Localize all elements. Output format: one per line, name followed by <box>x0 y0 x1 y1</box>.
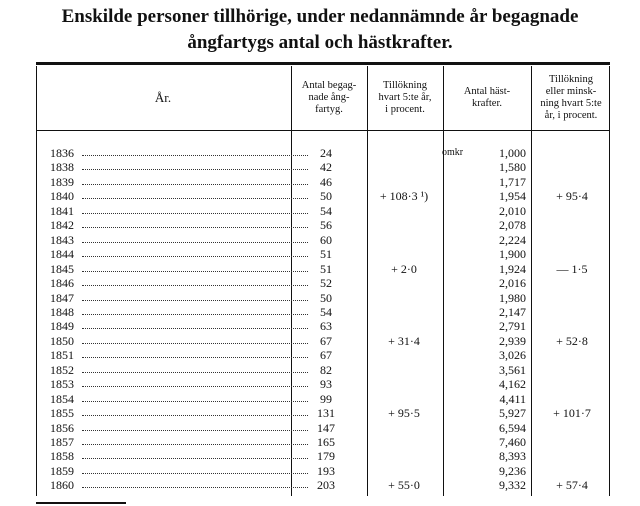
ships-cell: 42 <box>320 160 332 175</box>
header-hp-line: krafter. <box>471 98 503 109</box>
title-line-2: ångfartygs antal och hästkrafter. <box>187 32 453 53</box>
year-cell: 1839 <box>50 174 74 189</box>
table-row <box>36 348 610 362</box>
horsepower-cell: 2,078 <box>499 218 526 233</box>
leader-dots <box>82 458 308 459</box>
horsepower-cell: 2,010 <box>499 203 526 218</box>
year-cell: 1860 <box>50 478 74 493</box>
header-ships-line: fartyg. <box>315 104 343 115</box>
ships-cell: 93 <box>320 377 332 392</box>
horsepower-cell: 9,332 <box>499 478 526 493</box>
table-row <box>36 478 610 492</box>
year-cell: 1842 <box>50 218 74 233</box>
header-inc-hp-line: Tillökning <box>549 74 593 85</box>
horsepower-cell: 2,939 <box>499 333 526 348</box>
leader-dots <box>82 227 308 228</box>
header-inc-hp-line: år, i procent. <box>544 110 598 121</box>
ships-cell: 63 <box>320 319 332 334</box>
ships-cell: 54 <box>320 203 332 218</box>
header-horsepower <box>444 66 530 130</box>
table-row <box>36 291 610 305</box>
ships-cell: 50 <box>320 290 332 305</box>
ships-cell: 82 <box>320 362 332 377</box>
year-cell: 1838 <box>50 160 74 175</box>
table-title <box>0 4 640 56</box>
leader-dots <box>82 487 308 488</box>
leader-dots <box>82 198 308 199</box>
footnote-rule <box>36 502 126 504</box>
year-cell: 1840 <box>50 189 74 204</box>
table-row <box>36 175 610 189</box>
year-cell: 1852 <box>50 362 74 377</box>
leader-dots <box>82 271 308 272</box>
increase-hp-cell: + 57·4 <box>556 478 588 493</box>
horsepower-cell: 3,561 <box>499 362 526 377</box>
ships-cell: 99 <box>320 391 332 406</box>
ships-cell: 51 <box>320 247 332 262</box>
leader-dots <box>82 184 308 185</box>
increase-hp-cell: + 52·8 <box>556 333 588 348</box>
ships-cell: 52 <box>320 276 332 291</box>
table-row <box>36 262 610 276</box>
horsepower-cell: 1,924 <box>499 261 526 276</box>
horsepower-cell: 1,717 <box>499 174 526 189</box>
table-row <box>36 319 610 333</box>
leader-dots <box>82 357 308 358</box>
ships-cell: 67 <box>320 333 332 348</box>
horsepower-cell: 2,224 <box>499 232 526 247</box>
increase-ships-cell: + 108·3 ¹) <box>379 189 429 204</box>
table-row <box>36 334 610 348</box>
ships-cell: 56 <box>320 218 332 233</box>
horsepower-cell: 9,236 <box>499 463 526 478</box>
header-inc-ships-line: Tillökning <box>383 80 427 91</box>
leader-dots <box>82 169 308 170</box>
header-year-label: År. <box>154 90 172 105</box>
header-hp-line: Antal häst- <box>463 86 511 97</box>
year-cell: 1857 <box>50 435 74 449</box>
table-row <box>36 247 610 261</box>
leader-dots <box>82 444 308 445</box>
header-ships-line: nade ång- <box>308 92 350 103</box>
header-increase-hp <box>532 66 610 130</box>
table-row <box>36 406 610 420</box>
horsepower-cell: 7,460 <box>499 435 526 449</box>
leader-dots <box>82 328 308 329</box>
year-cell: 1843 <box>50 232 74 247</box>
table-row <box>36 189 610 203</box>
leader-dots <box>82 415 308 416</box>
horsepower-cell: 1,900 <box>499 247 526 262</box>
leader-dots <box>82 314 308 315</box>
table-row <box>36 146 610 160</box>
horsepower-cell: 1,000 <box>499 146 526 160</box>
leader-dots <box>82 343 308 344</box>
leader-dots <box>82 473 308 474</box>
year-cell: 1853 <box>50 377 74 392</box>
header-inc-hp-line: eller minsk- <box>545 86 597 97</box>
table-row <box>36 392 610 406</box>
horsepower-cell: 8,393 <box>499 449 526 464</box>
table-row <box>36 218 610 232</box>
header-rule <box>36 130 610 131</box>
year-cell: 1847 <box>50 290 74 305</box>
top-rule <box>36 62 610 65</box>
leader-dots <box>82 256 308 257</box>
ships-cell: 193 <box>317 463 335 478</box>
increase-ships-cell: + 55·0 <box>388 478 420 493</box>
table-row <box>36 233 610 247</box>
approx-note-cell: omkr <box>442 147 464 158</box>
leader-dots <box>82 155 308 156</box>
ships-cell: 51 <box>320 261 332 276</box>
year-cell: 1836 <box>50 146 74 160</box>
horsepower-cell: 4,162 <box>499 377 526 392</box>
horsepower-cell: 1,954 <box>499 189 526 204</box>
horsepower-cell: 1,980 <box>499 290 526 305</box>
ships-cell: 67 <box>320 348 332 363</box>
year-cell: 1859 <box>50 463 74 478</box>
leader-dots <box>82 401 308 402</box>
horsepower-cell: 5,927 <box>499 406 526 421</box>
increase-ships-cell: + 95·5 <box>388 406 420 421</box>
year-cell: 1855 <box>50 406 74 421</box>
year-cell: 1848 <box>50 304 74 319</box>
table-row <box>36 449 610 463</box>
ships-cell: 50 <box>320 189 332 204</box>
leader-dots <box>82 285 308 286</box>
year-cell: 1844 <box>50 247 74 262</box>
ships-cell: 147 <box>317 420 335 435</box>
header-increase-ships <box>368 66 442 130</box>
ships-cell: 24 <box>320 146 332 160</box>
header-year <box>36 66 290 130</box>
leader-dots <box>82 213 308 214</box>
increase-hp-cell: — 1·5 <box>556 261 588 276</box>
ships-cell: 60 <box>320 232 332 247</box>
table-row <box>36 276 610 290</box>
increase-hp-cell: + 101·7 <box>553 406 591 421</box>
table-row <box>36 160 610 174</box>
ships-cell: 54 <box>320 304 332 319</box>
year-cell: 1849 <box>50 319 74 334</box>
year-cell: 1858 <box>50 449 74 464</box>
increase-ships-cell: + 31·4 <box>388 333 420 348</box>
table-row <box>36 377 610 391</box>
ships-cell: 131 <box>317 406 335 421</box>
year-cell: 1856 <box>50 420 74 435</box>
leader-dots <box>82 430 308 431</box>
year-cell: 1850 <box>50 333 74 348</box>
leader-dots <box>82 300 308 301</box>
header-ships-line: Antal begag- <box>301 80 357 91</box>
header-inc-ships-line: hvart 5:te år, <box>378 92 432 103</box>
table-row <box>36 305 610 319</box>
horsepower-cell: 2,147 <box>499 304 526 319</box>
table-row <box>36 204 610 218</box>
year-cell: 1845 <box>50 261 74 276</box>
table-row <box>36 421 610 435</box>
table-row <box>36 464 610 478</box>
title-line-1: Enskilde personer tillhörige, under nedannämnde år begagnade <box>61 6 579 27</box>
horsepower-cell: 3,026 <box>499 348 526 363</box>
header-inc-hp-line: ning hvart 5:te <box>540 98 602 109</box>
header-ships <box>292 66 366 130</box>
ships-cell: 46 <box>320 174 332 189</box>
horsepower-cell: 6,594 <box>499 420 526 435</box>
horsepower-cell: 2,016 <box>499 276 526 291</box>
horsepower-cell: 1,580 <box>499 160 526 175</box>
year-cell: 1851 <box>50 348 74 363</box>
ships-cell: 179 <box>317 449 335 464</box>
year-cell: 1854 <box>50 391 74 406</box>
leader-dots <box>82 386 308 387</box>
horsepower-cell: 2,791 <box>499 319 526 334</box>
leader-dots <box>82 372 308 373</box>
table-row <box>36 363 610 377</box>
table-row <box>36 435 610 449</box>
ships-cell: 203 <box>317 478 335 493</box>
increase-hp-cell: + 95·4 <box>556 189 588 204</box>
leader-dots <box>82 242 308 243</box>
year-cell: 1841 <box>50 203 74 218</box>
header-inc-ships-line: i procent. <box>385 104 425 115</box>
ships-cell: 165 <box>317 435 335 449</box>
horsepower-cell: 4,411 <box>499 391 526 406</box>
increase-ships-cell: + 2·0 <box>391 261 417 276</box>
year-cell: 1846 <box>50 276 74 291</box>
